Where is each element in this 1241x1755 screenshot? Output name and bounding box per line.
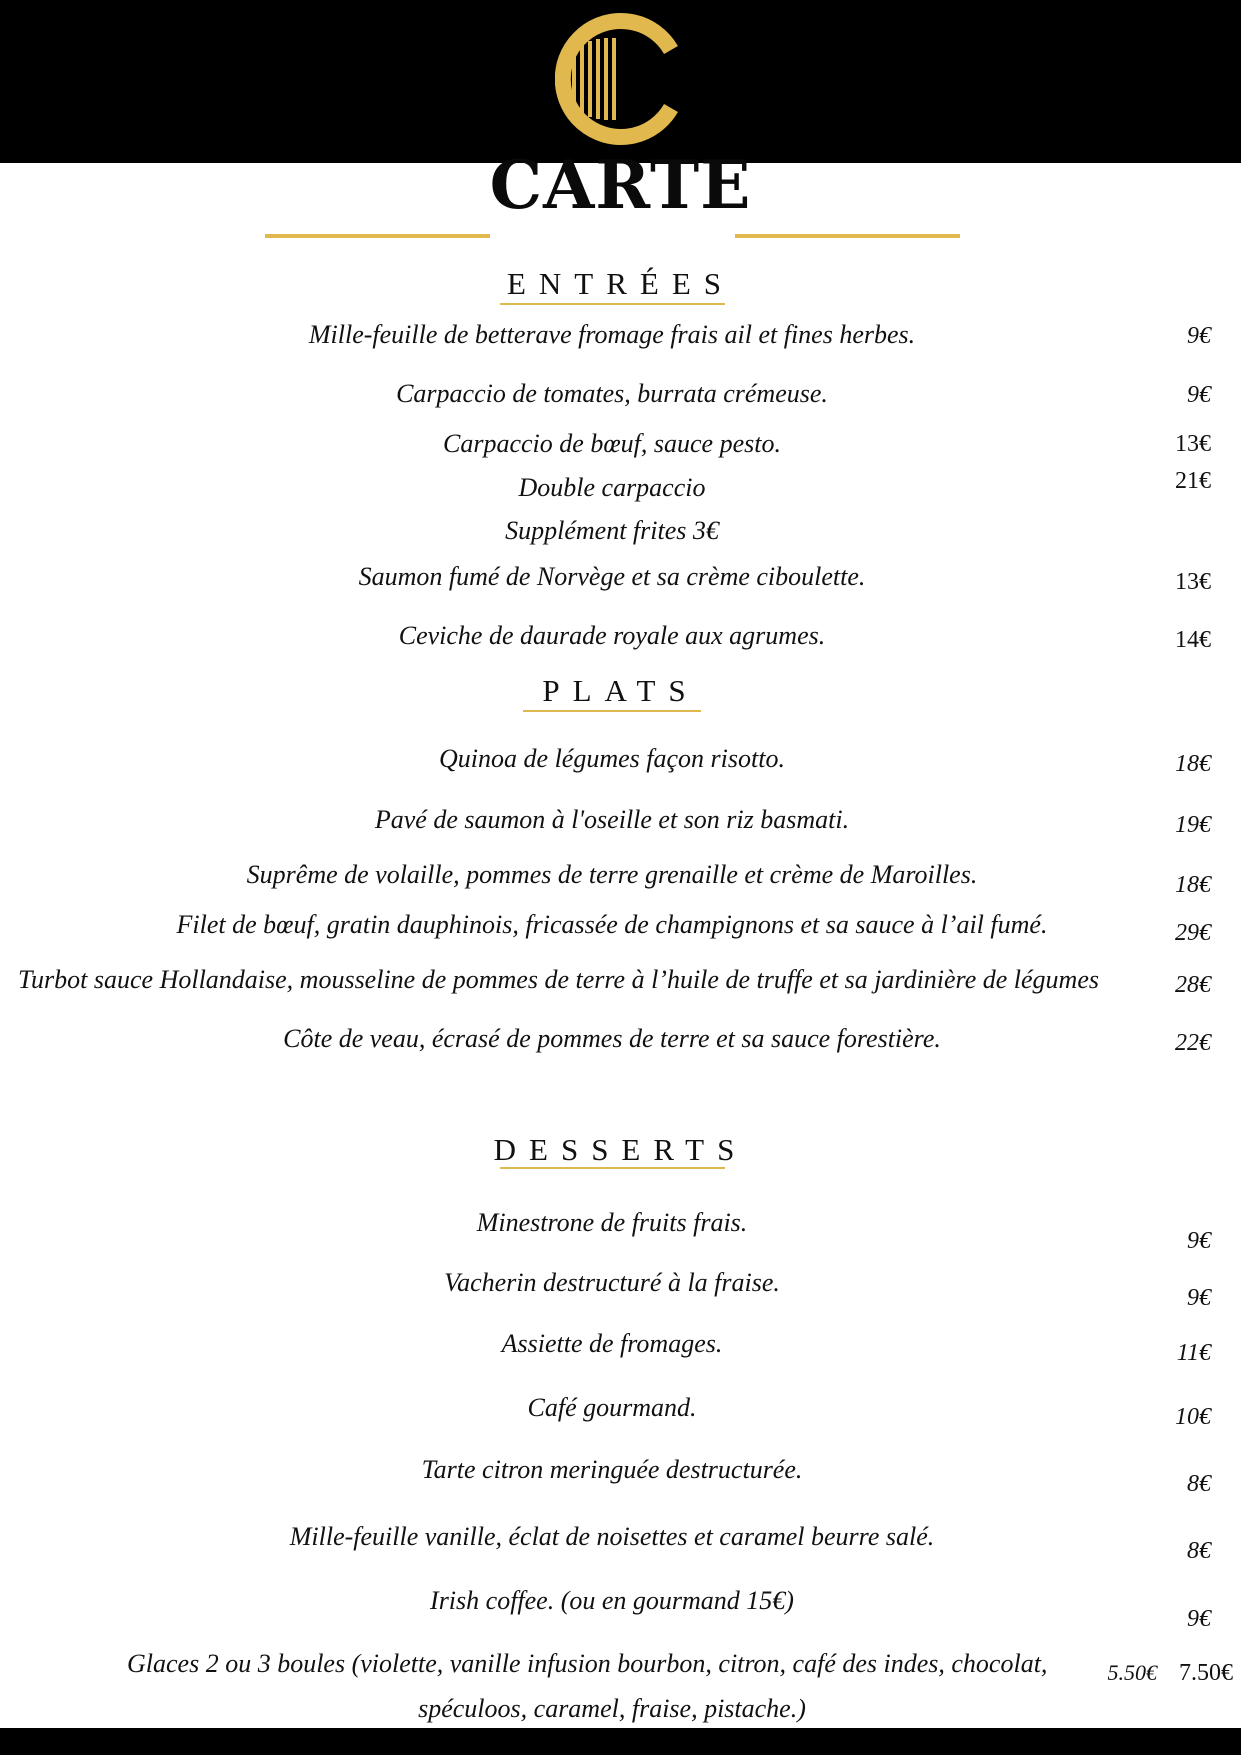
item-price: 8€: [1187, 1471, 1211, 1497]
title-rule-right: [735, 234, 960, 238]
menu-item: Ceviche de daurade royale aux agrumes.: [398, 621, 826, 650]
title-rule-left: [265, 234, 490, 238]
menu-item: Irish coffee. (ou en gourmand 15€): [430, 1586, 794, 1615]
menu-item: Mille-feuille vanille, éclat de noisettes et caramel beurre salé.: [289, 1522, 935, 1551]
section-heading-entrees: ENTRÉES: [506, 266, 735, 301]
item-price: 14€: [1175, 627, 1211, 653]
footer-band: [0, 1728, 1241, 1755]
section-heading-plats: PLATS: [542, 673, 699, 708]
menu-item: Minestrone de fruits frais.: [476, 1208, 748, 1237]
item-price: 8€: [1187, 1538, 1211, 1564]
menu-item-note: Supplément frites 3€: [505, 516, 719, 545]
item-price: 29€: [1175, 920, 1211, 946]
menu-item: Carpaccio de bœuf, sauce pesto.: [443, 429, 781, 458]
item-price-large: 7.50€: [1179, 1660, 1233, 1686]
item-price: 22€: [1175, 1030, 1211, 1056]
item-price: 28€: [1175, 972, 1211, 998]
menu-item-continued: spéculoos, caramel, fraise, pistache.): [418, 1694, 806, 1723]
menu-item: Côte de veau, écrasé de pommes de terre et sa sauce forestière.: [283, 1024, 941, 1053]
menu-item: Carpaccio de tomates, burrata crémeuse.: [396, 379, 828, 408]
menu-item: Glaces 2 ou 3 boules (violette, vanille infusion bourbon, citron, café des indes, chocolat,: [127, 1649, 1048, 1678]
item-price: 18€: [1175, 751, 1211, 777]
menu-item: Suprême de volaille, pommes de terre grenaille et crème de Maroilles.: [246, 860, 978, 889]
item-price: 9€: [1187, 1285, 1211, 1311]
section-heading-desserts: DESSERTS: [493, 1132, 748, 1167]
item-price: 10€: [1175, 1404, 1211, 1430]
menu-item: Filet de bœuf, gratin dauphinois, fricassée de champignons et sa sauce à l’ail fumé.: [176, 910, 1048, 939]
item-price-small: 5.50€: [1107, 1660, 1157, 1685]
item-price: 21€: [1175, 468, 1211, 494]
menu-item: Mille-feuille de betterave fromage frais ail et fines herbes.: [308, 320, 916, 349]
item-price: 11€: [1176, 1340, 1211, 1366]
menu-item: Assiette de fromages.: [501, 1329, 723, 1358]
header-band: [0, 0, 1241, 163]
menu-title: CARTE: [489, 146, 752, 224]
item-price: 9€: [1187, 323, 1211, 349]
menu-item: Saumon fumé de Norvège et sa crème ciboulette.: [358, 562, 866, 591]
item-price: 13€: [1175, 431, 1211, 457]
menu-item: Pavé de saumon à l'oseille et son riz basmati.: [374, 805, 850, 834]
menu-item: Quinoa de légumes façon risotto.: [439, 744, 785, 773]
menu-item: Turbot sauce Hollandaise, mousseline de pommes de terre à l’huile de truffe et sa jardinière de légumes: [18, 965, 1099, 994]
section-rule-desserts: [500, 1167, 725, 1169]
menu-item: Café gourmand.: [527, 1393, 697, 1422]
item-price: 9€: [1187, 1228, 1211, 1254]
section-rule-entrees: [500, 303, 725, 305]
item-price: 18€: [1175, 872, 1211, 898]
item-price: 9€: [1187, 1606, 1211, 1632]
item-price: 13€: [1175, 569, 1211, 595]
restaurant-logo-icon: [555, 10, 683, 148]
section-rule-plats: [523, 710, 701, 712]
item-price: 9€: [1187, 382, 1211, 408]
menu-item: Double carpaccio: [518, 473, 706, 502]
menu-item: Tarte citron meringuée destructurée.: [421, 1455, 803, 1484]
menu-item: Vacherin destructuré à la fraise.: [444, 1268, 780, 1297]
item-price: 19€: [1175, 812, 1211, 838]
